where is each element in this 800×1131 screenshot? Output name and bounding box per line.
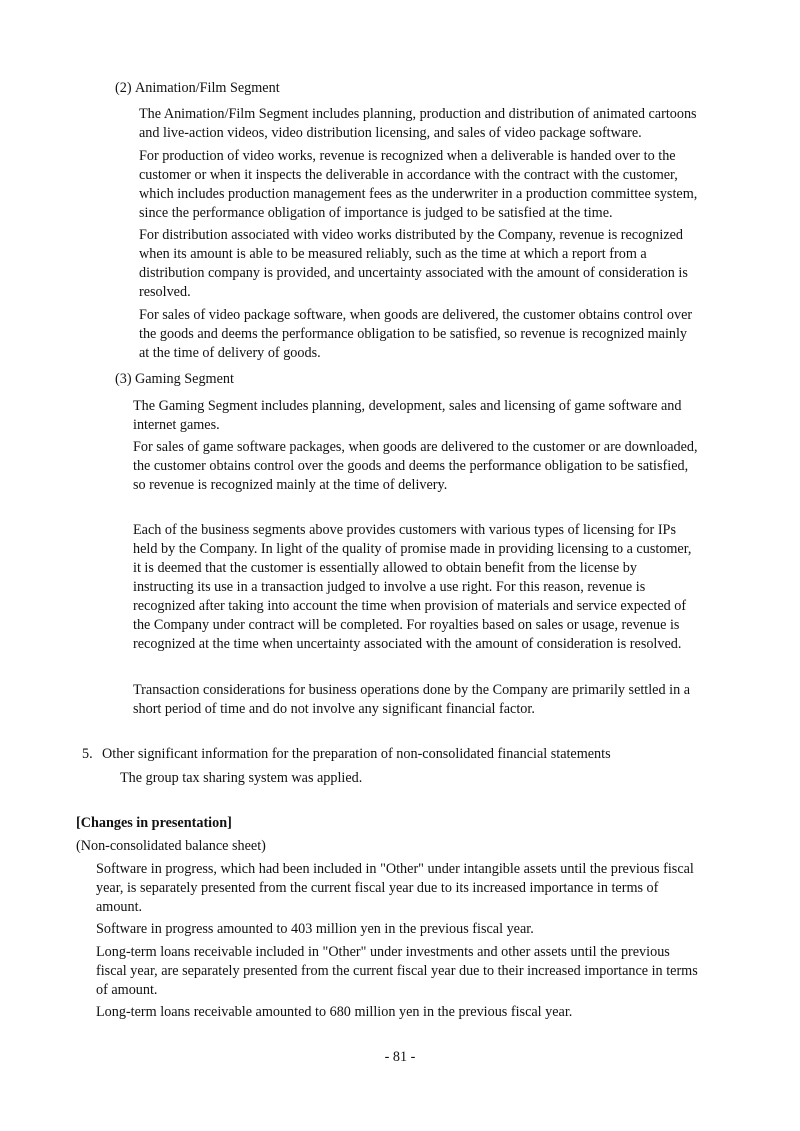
text-line: For sales of game software packages, when goods are delivered to the customer or are downloaded, <box>133 439 698 455</box>
text-line: Long-term loans receivable amounted to 680 million yen in the previous fiscal year. <box>96 1004 573 1020</box>
text-line: Transaction considerations for business operations done by the Company are primarily settled in a <box>133 682 691 698</box>
item-5-body: The group tax sharing system was applied. <box>120 770 363 786</box>
text-line: when its amount is able to be measured reliably, such as the time at which a report from a <box>139 246 647 262</box>
changes-subheading: (Non-consolidated balance sheet) <box>76 838 266 854</box>
text-line: internet games. <box>133 417 220 433</box>
changes-heading: [Changes in presentation] <box>76 815 232 831</box>
text-line: the customer obtains control over the goods and deems the performance obligation to be satisfied, <box>133 458 689 474</box>
section-2-number: (2) <box>115 80 132 96</box>
text-line: customer or when it inspects the deliverable in accordance with the contract with the customer, <box>139 167 678 183</box>
item-5-number: 5. <box>82 746 93 762</box>
text-line: For distribution associated with video works distributed by the Company, revenue is recognized <box>139 227 684 243</box>
page-number: - 81 - <box>384 1049 416 1065</box>
section-3-heading <box>115 370 234 389</box>
text-line: resolved. <box>139 284 191 300</box>
text-line: Software in progress, which had been included in "Other" under intangible assets until the previous fiscal <box>96 861 694 877</box>
text-line: recognized after taking into account the time when provision of materials and service expected of <box>133 598 687 614</box>
section-3-number: (3) <box>115 371 132 387</box>
text-line: held by the Company. In light of the quality of promise made in providing licensing to a customer, <box>133 541 692 557</box>
text-line: Long-term loans receivable included in "Other" under investments and other assets until the previous <box>96 944 670 960</box>
text-line: year, is separately presented from the current fiscal year due to its increased importance in terms of <box>96 880 659 896</box>
text-line: which includes production management fees as the underwriter in a production committee system, <box>139 186 698 202</box>
text-line: distribution company is provided, and uncertainty associated with the amount of consideration is <box>139 265 688 281</box>
text-line: For sales of video package software, when goods are delivered, the customer obtains control over <box>139 307 693 323</box>
text-line: of amount. <box>96 982 158 998</box>
text-line: amount. <box>96 899 143 915</box>
section-3-title: Gaming Segment <box>135 371 234 387</box>
text-line: Each of the business segments above provides customers with various types of licensing for IPs <box>133 522 676 538</box>
text-line: The Gaming Segment includes planning, development, sales and licensing of game software and <box>133 398 682 414</box>
section-2-title: Animation/Film Segment <box>135 80 280 96</box>
text-line: it is deemed that the customer is essentially allowed to obtain benefit from the license by <box>133 560 637 576</box>
text-line: recognized at the time when uncertainty associated with the amount of consideration is resolved. <box>133 636 682 652</box>
text-line: since the performance obligation of importance is judged to be satisfied at the time. <box>139 205 613 221</box>
text-line: so revenue is recognized mainly at the time of delivery. <box>133 477 448 493</box>
text-line: at the time of delivery of goods. <box>139 345 321 361</box>
text-line: For production of video works, revenue is recognized when a deliverable is handed over to the <box>139 148 676 164</box>
text-line: fiscal year, are separately presented from the current fiscal year due to their increased importance in terms <box>96 963 698 979</box>
section-2-heading <box>115 79 280 98</box>
text-line: instructing its use in a transaction judged to involve a use right. For this reason, revenue is <box>133 579 646 595</box>
text-line: the Company under contract will be completed. For royalties based on sales or usage, revenue is <box>133 617 680 633</box>
text-line: short period of time and do not involve any significant financial factor. <box>133 701 535 717</box>
text-line: Software in progress amounted to 403 million yen in the previous fiscal year. <box>96 921 534 937</box>
text-line: and live-action videos, video distribution licensing, and sales of video package software. <box>139 125 642 141</box>
text-line: The Animation/Film Segment includes planning, production and distribution of animated cartoons <box>139 106 697 122</box>
text-line: the goods and deems the performance obligation to be satisfied, so revenue is recognized mainly <box>139 326 688 342</box>
item-5-title: Other significant information for the preparation of non-consolidated financial statements <box>102 746 611 762</box>
item-5-heading <box>82 745 611 764</box>
